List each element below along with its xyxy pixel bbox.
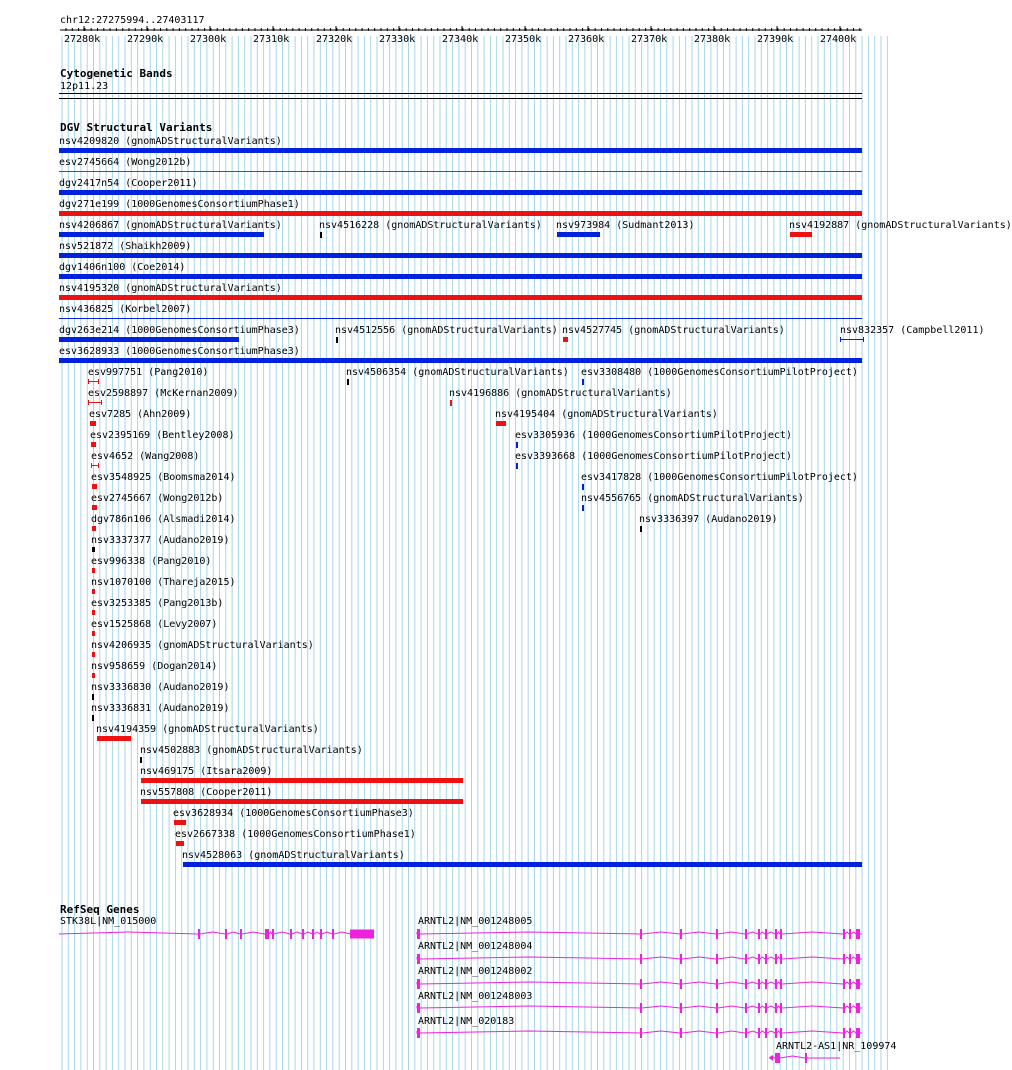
dgv-feature-label[interactable]: nsv4516228 (gnomADStructuralVariants) [319, 220, 542, 231]
dgv-feature-glyph[interactable] [92, 652, 95, 657]
ruler-tick-label: 27340k [442, 34, 479, 45]
dgv-feature-glyph[interactable] [88, 400, 102, 405]
dgv-feature-glyph[interactable] [320, 232, 322, 238]
dgv-feature-glyph[interactable] [59, 232, 264, 237]
dgv-feature-glyph[interactable] [176, 841, 184, 846]
dgv-feature-glyph[interactable] [92, 505, 97, 510]
dgv-feature-glyph[interactable] [59, 318, 862, 319]
dgv-feature-label[interactable]: nsv4196886 (gnomADStructuralVariants) [449, 388, 672, 399]
dgv-feature-label[interactable]: esv4652 (Wang2008) [91, 451, 200, 462]
dgv-feature-glyph[interactable] [91, 442, 96, 447]
dgv-span-line [841, 339, 863, 340]
dgv-feature-glyph[interactable] [563, 337, 568, 342]
dgv-feature-label[interactable]: nsv4209820 (gnomADStructuralVariants) [59, 136, 282, 147]
dgv-span-line [92, 465, 98, 466]
dgv-feature-label[interactable]: esv3417828 (1000GenomesConsortiumPilotProject) [581, 472, 858, 483]
dgv-feature-label[interactable]: nsv4206867 (gnomADStructuralVariants) [59, 220, 282, 231]
locus-label: chr12:27275994..27403117 [60, 15, 205, 26]
dgv-feature-glyph[interactable] [59, 171, 862, 172]
dgv-feature-glyph[interactable] [92, 631, 95, 636]
dgv-feature-label[interactable]: dgv2417n54 (Cooper2011) [59, 178, 198, 189]
dgv-feature-label[interactable]: esv1525868 (Levy2007) [91, 619, 218, 630]
cytobands-track-title: Cytogenetic Bands [60, 67, 173, 80]
dgv-feature-label[interactable]: esv3628933 (1000GenomesConsortiumPhase3) [59, 346, 300, 357]
dgv-feature-label[interactable]: esv3548925 (Boomsma2014) [91, 472, 236, 483]
dgv-feature-glyph[interactable] [59, 274, 862, 279]
dgv-feature-glyph[interactable] [59, 253, 862, 258]
dgv-feature-glyph[interactable] [183, 862, 862, 867]
dgv-feature-label[interactable]: esv2745667 (Wong2012b) [91, 493, 224, 504]
dgv-feature-glyph[interactable] [59, 148, 862, 153]
ruler-tick-label: 27390k [757, 34, 794, 45]
dgv-feature-glyph[interactable] [59, 337, 239, 342]
dgv-feature-glyph[interactable] [88, 379, 99, 384]
dgv-feature-label[interactable]: nsv4206935 (gnomADStructuralVariants) [91, 640, 314, 651]
ruler-tick-label: 27280k [64, 34, 101, 45]
cytoband-label: 12p11.23 [60, 81, 109, 92]
dgv-feature-label[interactable]: dgv263e214 (1000GenomesConsortiumPhase3) [59, 325, 300, 336]
dgv-feature-glyph[interactable] [140, 757, 142, 763]
dgv-feature-glyph[interactable] [496, 421, 506, 426]
dgv-feature-label[interactable]: nsv3336397 (Audano2019) [639, 514, 778, 525]
ruler-tick-label: 27380k [694, 34, 731, 45]
dgv-feature-glyph[interactable] [582, 379, 584, 385]
dgv-feature-label[interactable]: nsv3336831 (Audano2019) [91, 703, 230, 714]
dgv-feature-glyph[interactable] [92, 547, 95, 552]
dgv-feature-label[interactable]: nsv436825 (Korbel2007) [59, 304, 192, 315]
dgv-feature-label[interactable]: esv7285 (Ahn2009) [89, 409, 192, 420]
dgv-feature-label[interactable]: nsv521872 (Shaikh2009) [59, 241, 192, 252]
dgv-feature-label[interactable]: nsv4194359 (gnomADStructuralVariants) [96, 724, 319, 735]
dgv-feature-label[interactable]: nsv557808 (Cooper2011) [140, 787, 273, 798]
dgv-feature-label[interactable]: esv2745664 (Wong2012b) [59, 157, 192, 168]
dgv-feature-label[interactable]: esv997751 (Pang2010) [88, 367, 209, 378]
dgv-feature-glyph[interactable] [336, 337, 338, 343]
refseq-track-title: RefSeq Genes [60, 903, 140, 916]
refseq-gene-label[interactable]: ARNTL2|NM_001248002 [418, 966, 533, 977]
dgv-feature-glyph[interactable] [92, 610, 95, 615]
refseq-gene-label[interactable]: ARNTL2|NM_001248005 [418, 916, 533, 927]
dgv-feature-glyph[interactable] [174, 820, 186, 825]
dgv-span-line [89, 402, 101, 403]
dgv-feature-glyph[interactable] [640, 526, 642, 532]
dgv-feature-label[interactable]: esv3628934 (1000GenomesConsortiumPhase3) [173, 808, 414, 819]
dgv-feature-glyph[interactable] [92, 568, 95, 573]
ruler-tick-label: 27310k [253, 34, 290, 45]
dgv-feature-label[interactable]: nsv973984 (Sudmant2013) [556, 220, 695, 231]
dgv-feature-label[interactable]: esv3308480 (1000GenomesConsortiumPilotProject) [581, 367, 858, 378]
dgv-feature-label[interactable]: esv3253385 (Pang2013b) [91, 598, 224, 609]
dgv-feature-label[interactable]: dgv1406n100 (Coe2014) [59, 262, 186, 273]
dgv-feature-glyph[interactable] [582, 484, 584, 490]
dgv-feature-label[interactable]: nsv4512556 (gnomADStructuralVariants) [335, 325, 558, 336]
dgv-feature-label[interactable]: nsv4502883 (gnomADStructuralVariants) [140, 745, 363, 756]
dgv-feature-glyph[interactable] [141, 799, 463, 804]
dgv-feature-label[interactable]: esv3393668 (1000GenomesConsortiumPilotProject) [515, 451, 792, 462]
dgv-feature-label[interactable]: nsv4506354 (gnomADStructuralVariants) [346, 367, 569, 378]
dgv-feature-glyph[interactable] [450, 400, 452, 406]
dgv-feature-glyph[interactable] [347, 379, 349, 385]
dgv-feature-label[interactable]: nsv1070100 (Thareja2015) [91, 577, 236, 588]
dgv-feature-label[interactable]: nsv4556765 (gnomADStructuralVariants) [581, 493, 804, 504]
dgv-feature-glyph[interactable] [790, 232, 812, 237]
ruler-tick-label: 27330k [379, 34, 416, 45]
dgv-span-line [89, 381, 98, 382]
dgv-feature-label[interactable]: dgv271e199 (1000GenomesConsortiumPhase1) [59, 199, 300, 210]
dgv-feature-glyph[interactable] [91, 463, 99, 468]
dgv-feature-label[interactable]: nsv3337377 (Audano2019) [91, 535, 230, 546]
dgv-track-title: DGV Structural Variants [60, 121, 213, 134]
dgv-feature-label[interactable]: nsv4527745 (gnomADStructuralVariants) [562, 325, 785, 336]
ruler-tick-label: 27290k [127, 34, 164, 45]
dgv-feature-label[interactable]: esv2395169 (Bentley2008) [90, 430, 235, 441]
dgv-feature-glyph[interactable] [557, 232, 600, 237]
dgv-feature-label[interactable]: esv2667338 (1000GenomesConsortiumPhase1) [175, 829, 416, 840]
dgv-feature-label[interactable]: nsv469175 (Itsara2009) [140, 766, 273, 777]
dgv-feature-label[interactable]: nsv958659 (Dogan2014) [91, 661, 218, 672]
dgv-feature-label[interactable]: dgv786n106 (Alsmadi2014) [91, 514, 236, 525]
refseq-gene-label[interactable]: STK38L|NM_015000 [60, 916, 157, 927]
dgv-feature-glyph[interactable] [92, 715, 94, 721]
dgv-feature-glyph[interactable] [59, 358, 862, 363]
dgv-feature-glyph[interactable] [59, 190, 862, 195]
cytoband-line [59, 98, 862, 99]
dgv-feature-glyph[interactable] [90, 421, 96, 426]
dgv-feature-glyph[interactable] [97, 736, 131, 741]
dgv-feature-label[interactable]: esv2598897 (McKernan2009) [88, 388, 239, 399]
dgv-feature-glyph[interactable] [582, 505, 584, 511]
cytoband-line [59, 93, 862, 94]
dgv-feature-label[interactable]: nsv4192887 (gnomADStructuralVariants) [789, 220, 1012, 231]
ruler-tick-label: 27350k [505, 34, 542, 45]
dgv-feature-label[interactable]: nsv832357 (Campbell2011) [840, 325, 985, 336]
dgv-feature-glyph[interactable] [92, 673, 95, 678]
ruler-tick-label: 27320k [316, 34, 353, 45]
refseq-gene-label[interactable]: ARNTL2|NM_001248003 [418, 991, 533, 1002]
dgv-feature-glyph[interactable] [141, 778, 463, 783]
dgv-feature-glyph[interactable] [59, 211, 862, 216]
refseq-gene-label[interactable]: ARNTL2|NM_020183 [418, 1016, 515, 1027]
dgv-feature-glyph[interactable] [92, 694, 94, 700]
dgv-feature-glyph[interactable] [92, 589, 95, 594]
dgv-feature-glyph[interactable] [840, 337, 864, 342]
dgv-feature-label[interactable]: nsv4195320 (gnomADStructuralVariants) [59, 283, 282, 294]
dgv-feature-label[interactable]: nsv4195404 (gnomADStructuralVariants) [495, 409, 718, 420]
dgv-feature-glyph[interactable] [516, 463, 518, 469]
dgv-feature-glyph[interactable] [516, 442, 518, 448]
dgv-feature-label[interactable]: nsv4528063 (gnomADStructuralVariants) [182, 850, 405, 861]
dgv-feature-glyph[interactable] [92, 526, 96, 531]
dgv-feature-label[interactable]: esv3305936 (1000GenomesConsortiumPilotProject) [515, 430, 792, 441]
dgv-feature-glyph[interactable] [92, 484, 97, 489]
refseq-gene-label[interactable]: ARNTL2-AS1|NR_109974 [776, 1041, 897, 1052]
refseq-gene-label[interactable]: ARNTL2|NM_001248004 [418, 941, 533, 952]
ruler-tick-label: 27370k [631, 34, 668, 45]
ruler-tick-label: 27400k [820, 34, 857, 45]
dgv-feature-label[interactable]: nsv3336830 (Audano2019) [91, 682, 230, 693]
dgv-feature-label[interactable]: esv996338 (Pang2010) [91, 556, 212, 567]
ruler-tick-label: 27360k [568, 34, 605, 45]
dgv-feature-glyph[interactable] [59, 295, 862, 300]
ruler-tick-label: 27300k [190, 34, 227, 45]
